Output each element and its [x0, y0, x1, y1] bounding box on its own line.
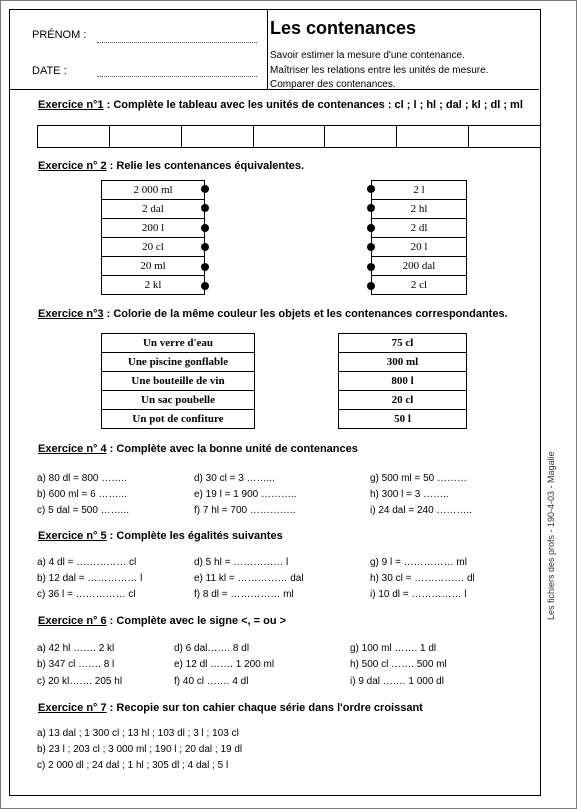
- exercise-4-text: : Complète avec la bonne unité de contenances: [106, 443, 358, 455]
- exercise-5-text: : Complète les égalités suivantes: [106, 530, 283, 542]
- date-label: DATE :: [32, 65, 67, 77]
- table-cell[interactable]: Un sac poubelle: [102, 391, 255, 410]
- list-item: d) 6 dal……. 8 dl: [174, 643, 250, 654]
- link-point[interactable]: [367, 185, 375, 193]
- table-cell[interactable]: [38, 126, 110, 147]
- exercise-3-heading: [38, 308, 508, 320]
- objective-1: Savoir estimer la mesure d'une contenance.: [270, 50, 465, 61]
- list-item: e) 11 kl = …………… dal: [194, 573, 304, 584]
- list-item: e) 12 dl ……. 1 200 ml: [174, 659, 275, 670]
- exercise-5-label: Exercice n° 5: [38, 530, 107, 542]
- table-cell[interactable]: [397, 126, 469, 147]
- list-item: c) 36 l = …………… cl: [37, 589, 136, 600]
- list-item: d) 30 cl = 3 ……...: [194, 473, 275, 484]
- list-item: d) 5 hl = …………… l: [194, 557, 289, 568]
- list-item: i) 9 dal ……. 1 000 dl: [350, 676, 444, 687]
- exercise-3-text: : Colorie de la même couleur les objets et les contenances correspondantes.: [103, 308, 508, 320]
- side-credit: Les fichiers des profs - 190-4-03 - Magalie: [546, 451, 556, 620]
- list-item: i) 10 dl = …………… l: [370, 589, 467, 600]
- table-cell: 200 l: [102, 219, 205, 238]
- table-cell[interactable]: Un pot de confiture: [102, 410, 255, 429]
- exercise-6-heading: [38, 615, 286, 627]
- list-item: g) 500 ml = 50 ………: [370, 473, 467, 484]
- table-cell[interactable]: 800 l: [339, 372, 467, 391]
- list-item: a) 4 dl = …………… cl: [37, 557, 137, 568]
- table-cell[interactable]: Une piscine gonflable: [102, 353, 255, 372]
- exercise-1-text: : Complète le tableau avec les unités de contenances : cl ; l ; hl ; dal ; kl ; dl ; ml: [103, 99, 523, 111]
- table-cell: 200 dal: [372, 257, 467, 276]
- exercise-2-text: : Relie les contenances équivalentes.: [106, 160, 305, 172]
- table-cell[interactable]: 300 ml: [339, 353, 467, 372]
- list-item: a) 80 dl = 800 ……..: [37, 473, 127, 484]
- table-cell[interactable]: 20 cl: [339, 391, 467, 410]
- list-item: c) 20 kl……. 205 hl: [37, 676, 123, 687]
- exercise-6-label: Exercice n° 6: [38, 615, 107, 627]
- link-point[interactable]: [367, 282, 375, 290]
- exercise-3-values-table: [338, 333, 467, 429]
- exercise-1-heading: [38, 99, 523, 111]
- table-cell[interactable]: [110, 126, 182, 147]
- link-point[interactable]: [367, 204, 375, 212]
- table-cell: 2 hl: [372, 200, 467, 219]
- list-item: f) 8 dl = …………… ml: [194, 589, 294, 600]
- table-cell[interactable]: Un verre d'eau: [102, 334, 255, 353]
- list-item: c) 5 dal = 500 ……...: [37, 505, 129, 516]
- exercise-2-label: Exercice n° 2: [38, 160, 107, 172]
- date-line: [97, 76, 257, 77]
- link-point[interactable]: [367, 243, 375, 251]
- exercise-7-text: : Recopie sur ton cahier chaque série dans l'ordre croissant: [106, 702, 423, 714]
- objective-3: Comparer des contenances.: [270, 79, 396, 90]
- exercise-1-label: Exercice n°1: [38, 99, 104, 111]
- list-item: b) 600 ml = 6 ……...: [37, 489, 127, 500]
- list-item: a) 42 hl ……. 2 kl: [37, 643, 115, 654]
- link-point[interactable]: [201, 224, 209, 232]
- link-point[interactable]: [201, 263, 209, 271]
- table-cell[interactable]: [182, 126, 254, 147]
- table-cell: 2 000 ml: [102, 181, 205, 200]
- list-item: g) 100 ml ……. 1 dl: [350, 643, 437, 654]
- table-cell: 2 kl: [102, 276, 205, 295]
- list-item: h) 300 l = 3 ……..: [370, 489, 449, 500]
- list-item: f) 7 hl = 700 …………..: [194, 505, 296, 516]
- exercise-7-heading: [38, 702, 423, 714]
- exercise-2-left-table: [101, 180, 205, 295]
- page-title: Les contenances: [270, 18, 417, 38]
- student-info: [9, 9, 268, 89]
- table-cell[interactable]: [469, 126, 540, 147]
- exercise-1-table[interactable]: [37, 125, 541, 148]
- exercise-3-objects-table: [101, 333, 255, 429]
- list-item: b) 347 cl ……. 8 l: [37, 659, 115, 670]
- objective-2: Maîtriser les relations entre les unités de mesure.: [270, 65, 489, 76]
- list-item: b) 23 l ; 203 cl ; 3 000 ml ; 190 l ; 20 dal ; 19 dl: [37, 744, 243, 755]
- table-cell: 2 l: [372, 181, 467, 200]
- link-point[interactable]: [367, 263, 375, 271]
- table-cell[interactable]: [254, 126, 326, 147]
- table-cell[interactable]: 75 cl: [339, 334, 467, 353]
- table-cell: 2 dl: [372, 219, 467, 238]
- table-cell: 20 l: [372, 238, 467, 257]
- list-item: c) 2 000 dl ; 24 dal ; 1 hl ; 305 dl ; 4 dal ; 5 l: [37, 760, 229, 771]
- exercise-4-heading: [38, 443, 358, 455]
- table-cell[interactable]: 50 l: [339, 410, 467, 429]
- list-item: f) 40 cl ……. 4 dl: [174, 676, 249, 687]
- exercise-2-right-table: [371, 180, 467, 295]
- exercise-7-label: Exercice n° 7: [38, 702, 107, 714]
- list-item: g) 9 l = …………… ml: [370, 557, 467, 568]
- link-point[interactable]: [201, 185, 209, 193]
- table-cell: 20 ml: [102, 257, 205, 276]
- exercise-4-label: Exercice n° 4: [38, 443, 107, 455]
- link-point[interactable]: [201, 282, 209, 290]
- list-item: a) 13 dal ; 1 300 cl ; 13 hl ; 103 dl ; 3 l ; 103 cl: [37, 728, 239, 739]
- link-point[interactable]: [201, 204, 209, 212]
- list-item: e) 19 l = 1 900 ………..: [194, 489, 297, 500]
- table-cell: 2 dal: [102, 200, 205, 219]
- table-cell: 2 cl: [372, 276, 467, 295]
- list-item: h) 500 cl ……. 500 ml: [350, 659, 447, 670]
- prenom-line: [97, 42, 257, 43]
- exercise-6-text: : Complète avec le signe <, = ou >: [106, 615, 287, 627]
- exercise-2-heading: [38, 160, 304, 172]
- link-point[interactable]: [201, 243, 209, 251]
- list-item: b) 12 dal = …………… l: [37, 573, 143, 584]
- table-cell[interactable]: Une bouteille de vin: [102, 372, 255, 391]
- list-item: i) 24 dal = 240 ………..: [370, 505, 472, 516]
- prenom-label: PRÉNOM :: [32, 29, 87, 41]
- exercise-5-heading: [38, 530, 283, 542]
- table-cell: 20 cl: [102, 238, 205, 257]
- exercise-3-label: Exercice n°3: [38, 308, 104, 320]
- table-cell[interactable]: [325, 126, 397, 147]
- link-point[interactable]: [367, 224, 375, 232]
- list-item: h) 30 cl = …………… dl: [370, 573, 475, 584]
